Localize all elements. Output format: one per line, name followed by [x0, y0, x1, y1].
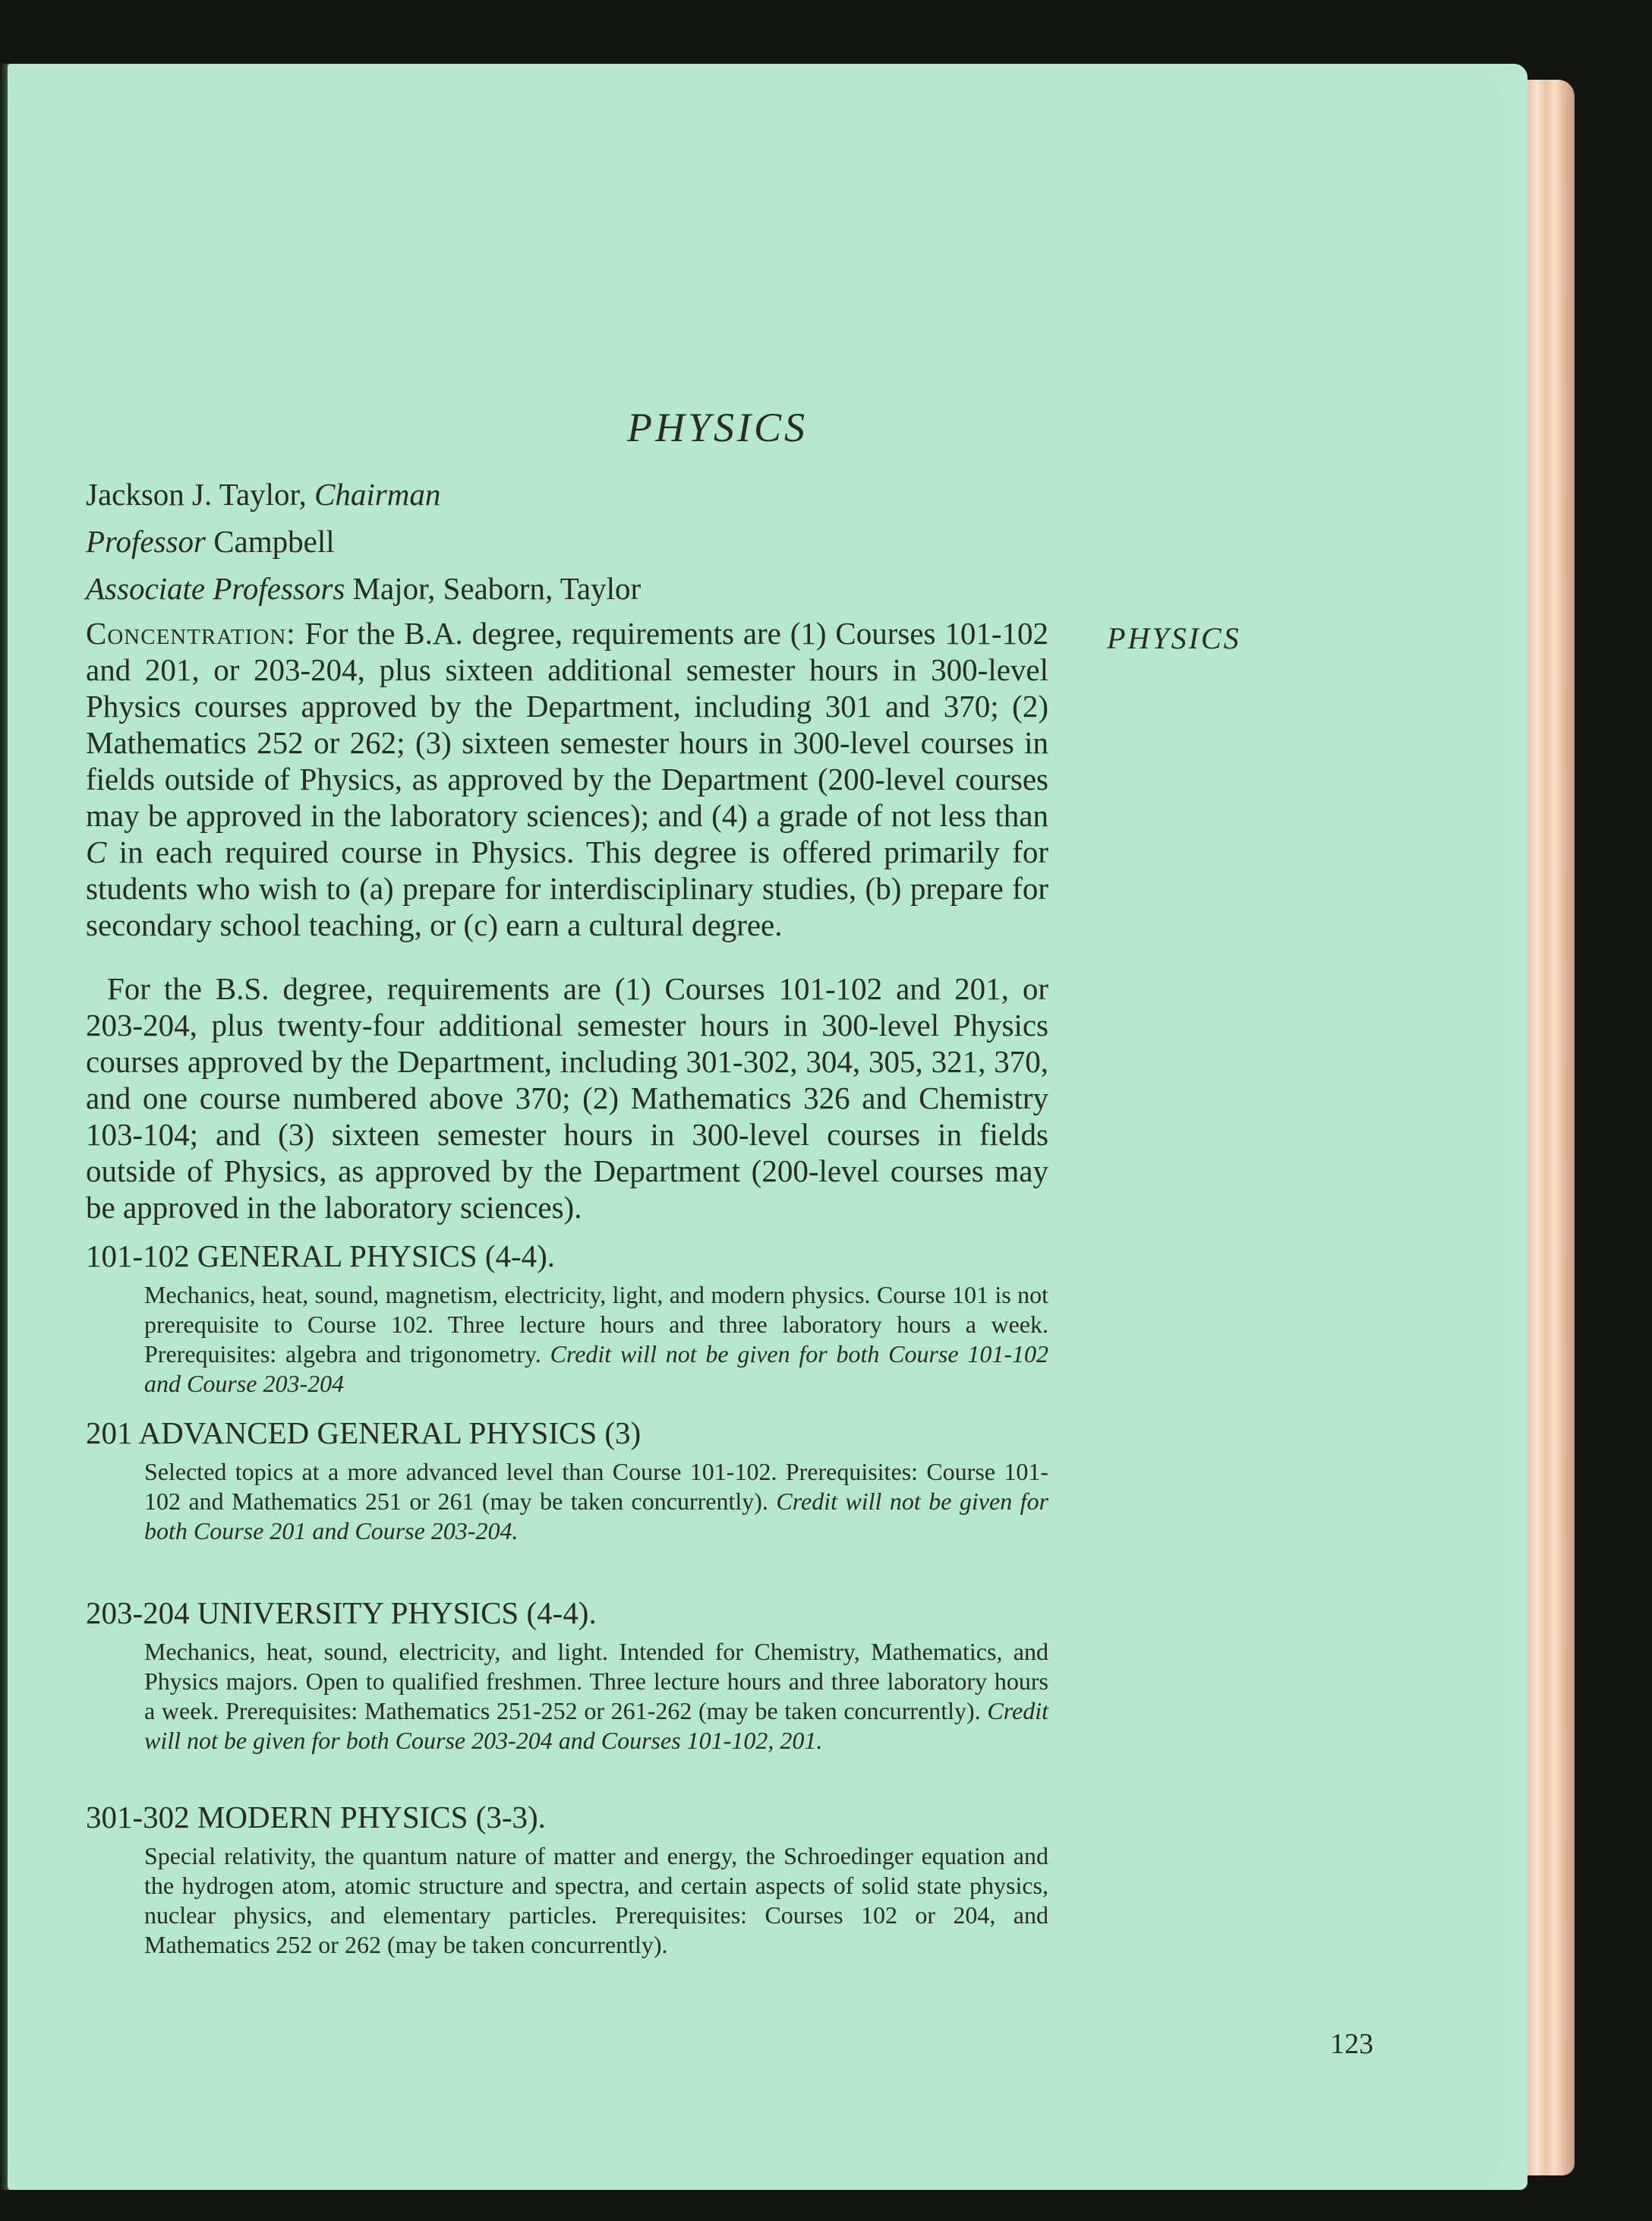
course-credit-note: Credit will not be given for both Course 101-102 and Course 203-204: [144, 1340, 1049, 1397]
course-entry: [86, 1413, 1048, 1546]
course-credit-note: Credit will not be given for both Course 201 and Course 203-204.: [144, 1488, 1049, 1544]
professor-line: [86, 518, 641, 565]
course-description: [144, 1637, 1048, 1756]
course-description-text: Special relativity, the quantum nature of matter and energy, the Schroedinger equation and the hydrogen atom, atomic structure and spectra, and certain aspects of solid state physics, nuclear physics, and elementary particles. Prerequisites: Courses 102 or 204, and Mathematics 252 or 262 (may be taken concurrently).: [144, 1842, 1048, 1958]
course-description-text: Selected topics at a more advanced level than Course 101-102. Prerequisites: Course 101-102 and Mathematics 251 or 261 (may be taken concurrently).: [144, 1458, 1048, 1515]
page-number: 123: [1330, 2028, 1373, 2060]
concentration-label: Concentration:: [86, 616, 296, 651]
associate-line: [86, 565, 641, 612]
course-credit-note: Credit will not be given for both Course 203-204 and Courses 101-102, 201.: [144, 1697, 1049, 1754]
chairman-line: [86, 471, 641, 518]
concentration-paragraph: [86, 615, 1048, 943]
course-description-text: Mechanics, heat, sound, magnetism, electricity, light, and modern physics. Course 101 is not prerequisite to Course 102. Three lecture hours and three laboratory hours a week. Prerequisites: algebra and trigonometry.: [144, 1281, 1048, 1368]
professor-title: Professor: [86, 524, 206, 559]
concentration-text: For the B.A. degree, requirements are (1) Courses 101-102 and 201, or 203-204, plus sixteen additional semester hours in 300-level Physics courses approved by the Department, including 301 and 370; (2) Mathematics 252 or 262; (3) sixteen semester hours in 300-level courses in fields outside of Physics, as approved by the Department (200-level courses may be approved in the laboratory sciences); and (4) a grade of not less than: [86, 616, 1048, 833]
page-title: PHYSICS: [626, 405, 808, 450]
concentration-grade: C: [86, 834, 107, 869]
course-description: [144, 1841, 1048, 1960]
bs-degree-paragraph: For the B.S. degree, requirements are (1) Courses 101-102 and 201, or 203-204, plus twenty-four additional semester hours in 300-level Physics courses approved by the Department, including 301-302, 304, 305, 321, 370, and one course numbered above 370; (2) Mathematics 326 and Chemistry 103-104; and (3) sixteen semester hours in 300-level courses in fields outside of Physics, as approved by the Department (200-level courses may be approved in the laboratory sciences).: [86, 971, 1048, 1225]
course-heading: 301-302 MODERN PHYSICS (3-3).: [86, 1800, 546, 1835]
concentration-text-end: in each required course in Physics. This degree is offered primarily for students who wish to (a) prepare for interdisciplinary studies, (b) prepare for secondary school teaching, or (c) earn a cultural degree.: [86, 834, 1048, 942]
associate-title: Associate Professors: [86, 571, 345, 606]
chairman-title: Chairman: [314, 477, 441, 512]
course-description: [144, 1457, 1048, 1546]
associate-names: Major, Seaborn, Taylor: [352, 571, 642, 606]
course-entry: [86, 1593, 1048, 1756]
course-heading: 201 ADVANCED GENERAL PHYSICS (3): [86, 1415, 642, 1450]
course-entry: [86, 1797, 1048, 1960]
chairman-name: Jackson J. Taylor,: [86, 477, 307, 512]
professor-names: Campbell: [213, 524, 335, 559]
course-heading: 101-102 GENERAL PHYSICS (4-4).: [86, 1238, 556, 1273]
course-entry: [86, 1236, 1048, 1399]
margin-heading: PHYSICS: [1107, 621, 1241, 655]
course-description: [144, 1280, 1048, 1399]
course-heading: 203-204 UNIVERSITY PHYSICS (4-4).: [86, 1595, 597, 1630]
faculty-list: [86, 471, 641, 612]
course-description-text: Mechanics, heat, sound, electricity, and light. Intended for Chemistry, Mathematics, and Physics majors. Open to qualified freshmen. Three lecture hours and three laboratory hours a week. Prerequisites: Mathematics 251-252 or 261-262 (may be taken concurrently).: [144, 1638, 1048, 1724]
